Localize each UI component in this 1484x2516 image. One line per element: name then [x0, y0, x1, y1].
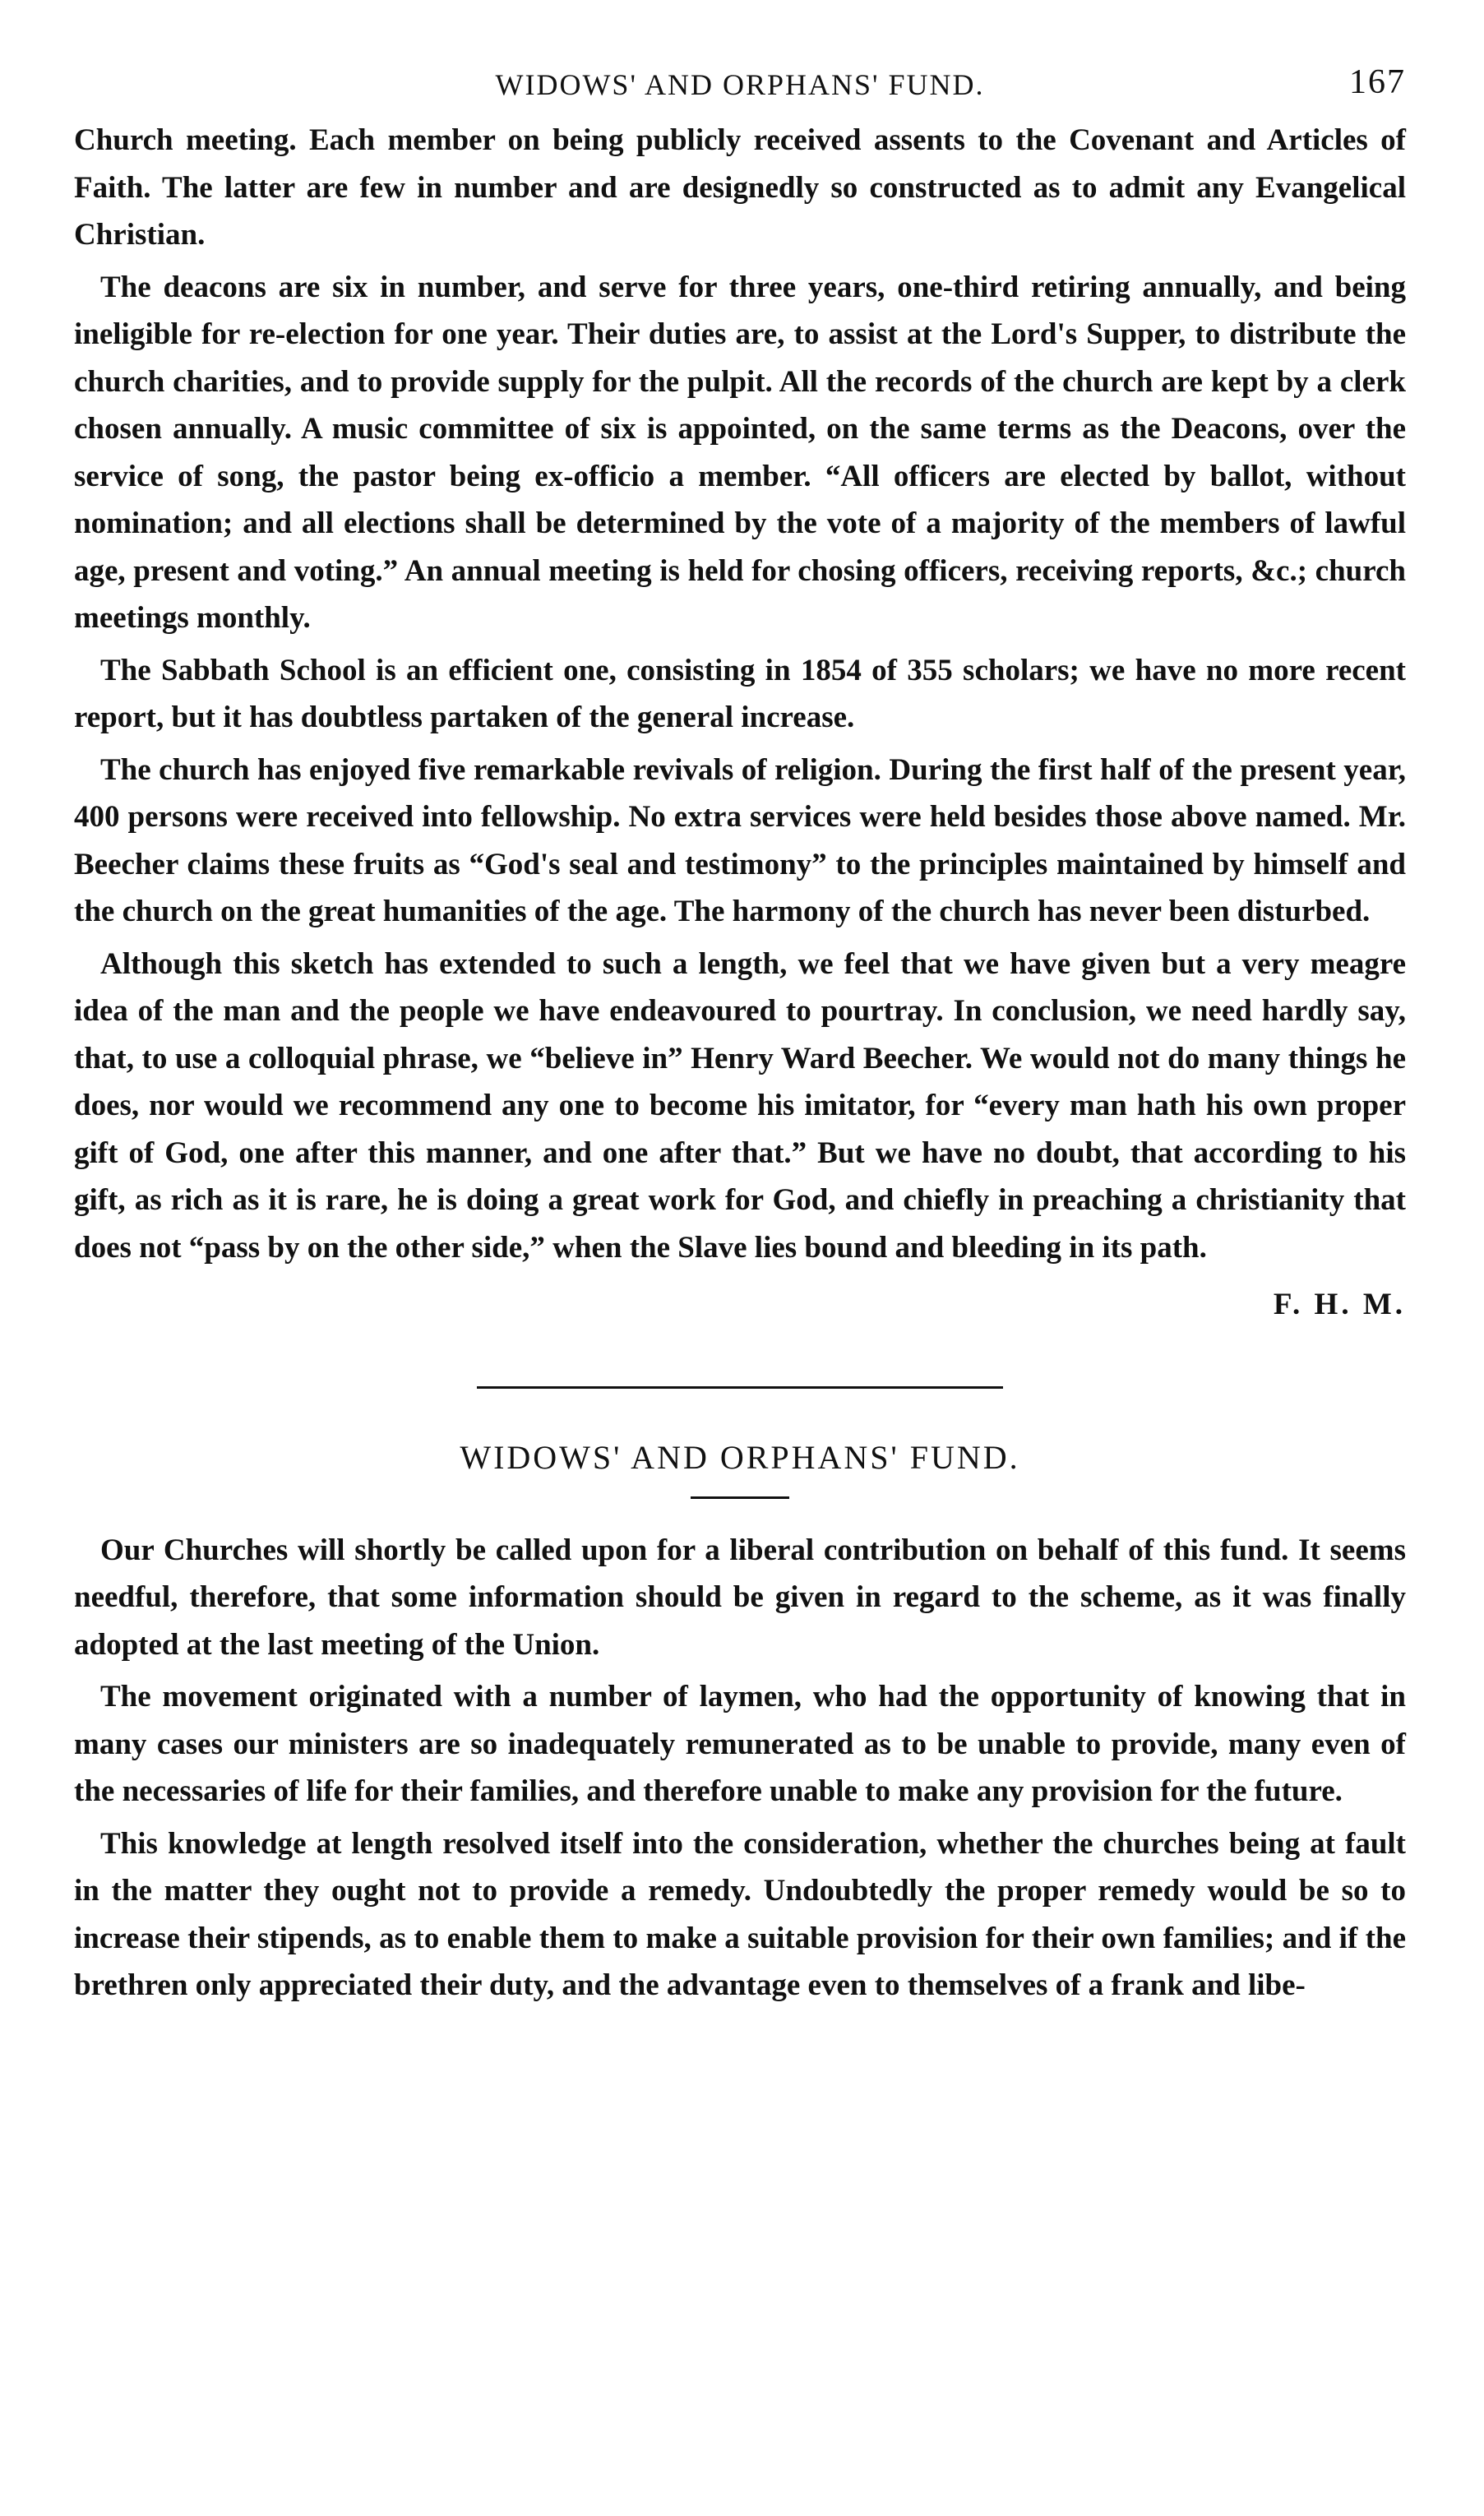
paragraph: The deacons are six in number, and serve for three years, one-third retiring annually, and being ineligible for re-election for one year. Their duties are, to assist at the Lord's Supper, to distribute the church charities, and to provide supply for the pulpit. All the records of the church are kept by a clerk chosen annually. A music committee of six is appointed, on the same terms as the Deacons, over the service of song, the pastor being ex-officio a member. “All officers are elected by ballot, without nomination; and all elections shall be determined by the vote of a majority of the members of lawful age, present and voting.” An annual meeting is held for chosing officers, receiving reports, &c.; church meetings monthly. [74, 270, 1406, 635]
paragraph: Our Churches will shortly be called upon for a liberal contribution on behalf of this fund. It seems needful, therefore, that some information should be given in regard to the scheme, as it was finally adopted at the last meeting of the Union. [74, 1533, 1406, 1662]
paragraph: The church has enjoyed five remarkable revivals of religion. During the first half of the present year, 400 persons were received into fellowship. No extra services were held besides those above named. Mr. Beecher claims these fruits as “God's seal and testimony” to the principles maintained by himself and the church on the great humanities of the age. The harmony of the church has never been disturbed. [74, 752, 1406, 928]
running-header [74, 49, 1406, 117]
author-signature: F. H. M. [1273, 1288, 1406, 1321]
paragraph: Although this sketch has extended to such a length, we feel that we have given but a very meagre idea of the man and the people we have endeavoured to pourtray. In conclusion, we need hardly say, that, to use a colloquial phrase, we “believe in” Henry Ward Beecher. We would not do many things he does, nor would we recommend any one to become his imitator, for “every man hath his own proper gift of God, one after this manner, and one after that.” But we have no doubt, that according to his gift, as rich as it is rare, he is doing a great work for God, and chiefly in preaching a christianity that does not “pass by on the other side,” when the Slave lies bound and bleeding in its path. [74, 946, 1406, 1265]
page [74, 49, 1406, 2014]
article-beecher-sketch [74, 117, 1406, 1329]
running-title: WIDOWS' AND ORPHANS' FUND. [495, 68, 985, 101]
page-number: 167 [1349, 63, 1406, 101]
paragraph: The Sabbath School is an efficient one, consisting in 1854 of 355 scholars; we have no more recent report, but it has doubtless partaken of the general increase. [74, 653, 1406, 734]
heading-underline [691, 1496, 789, 1499]
paragraph: Church meeting. Each member on being publicly received assents to the Covenant and Articles of Faith. The latter are few in number and are designedly so constructed as to admit any Evangelical Christian. [74, 123, 1406, 252]
paragraph: The movement originated with a number of laymen, who had the opportunity of knowing that in many cases our ministers are so inadequately remunerated as to be unable to provide, many even of the necessaries of life for their families, and therefore unable to make any provision for the future. [74, 1680, 1406, 1808]
article-widows-orphans-fund [74, 1438, 1406, 2010]
paragraph: This knowledge at length resolved itself into the consideration, whether the churches being at fault in the matter they ought not to provide a remedy. Undoubtedly the proper remedy would be so to increase their stipends, as to enable them to make a suitable provision for their own families; and if the brethren only appreciated their duty, and the advantage even to themselves of a frank and libe- [74, 1826, 1406, 2002]
section-divider [477, 1386, 1003, 1389]
section-heading: WIDOWS' AND ORPHANS' FUND. [460, 1438, 1020, 1476]
